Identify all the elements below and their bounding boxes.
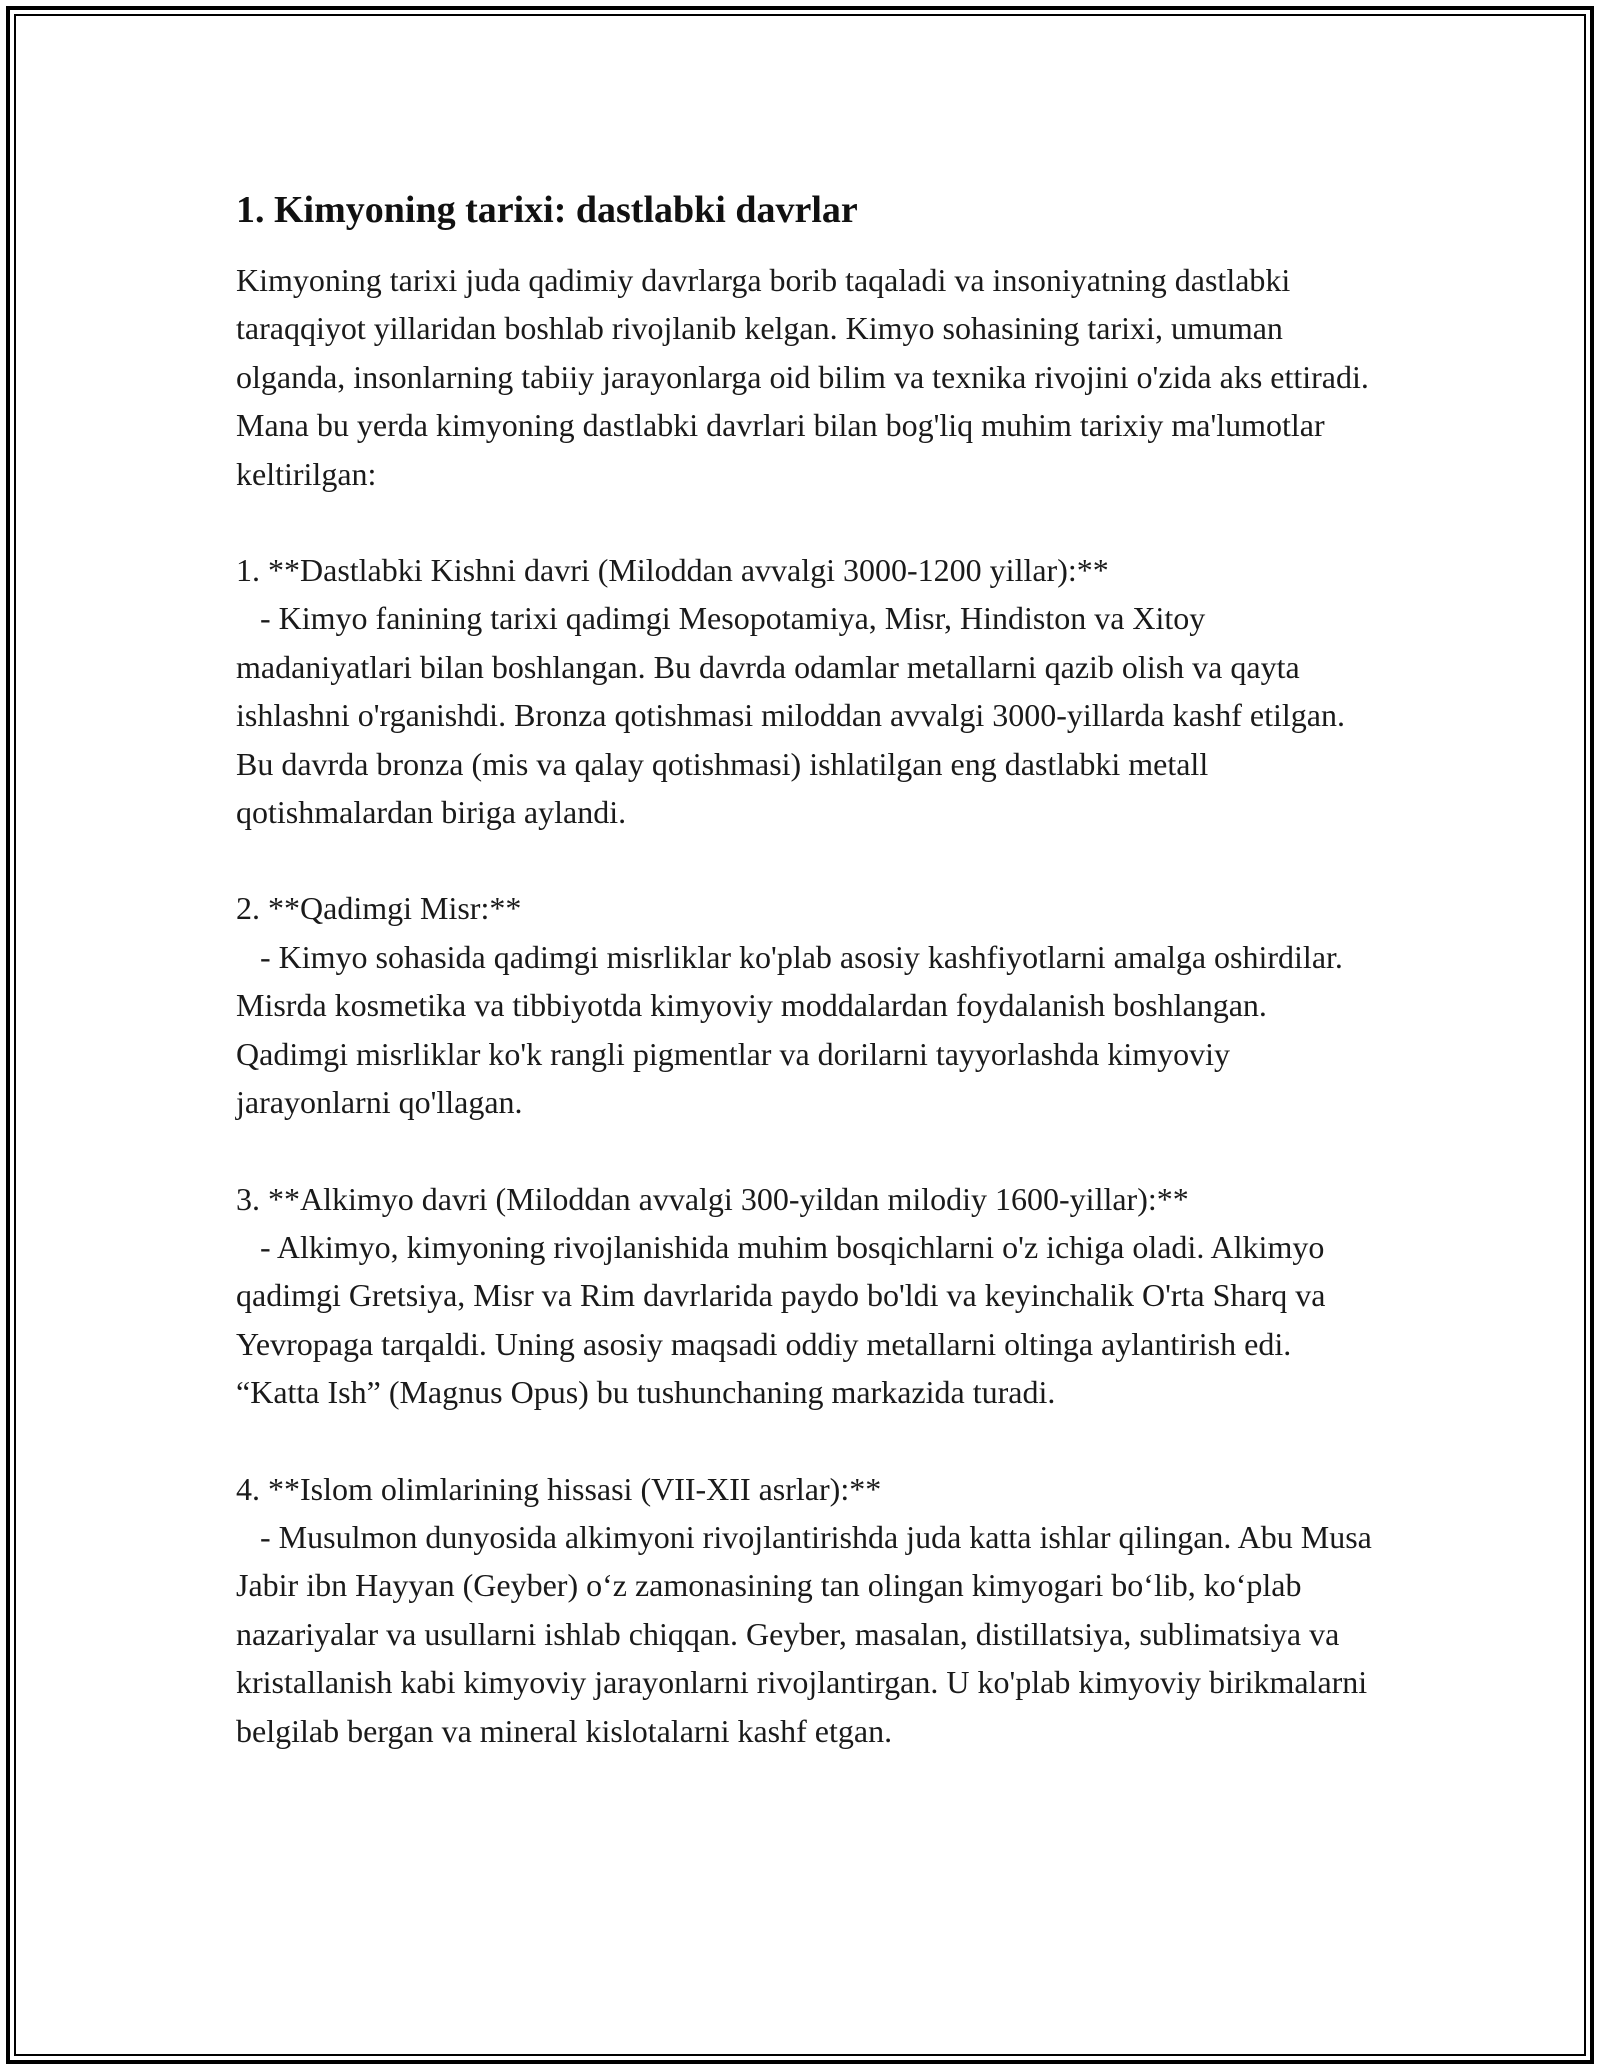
intro-paragraph: Kimyoning tarixi juda qadimiy davrlarga borib taqaladi va insoniyatning dastlabki taraqqiyot yillaridan boshlab rivojlanib kelgan. Kimyo sohasining tarixi, umuman olganda, insonlarning tabiiy jarayonlarga oid bilim va texnika rivojini o'zida aks ettiradi. Mana bu yerda kimyoning dastlabki davrlari bilan bog'liq muhim tarixiy ma'lumotlar keltirilgan: [236,262,1377,492]
section-title: 3. **Alkimyo davri (Miloddan avvalgi 300-yildan milodiy 1600-yillar):** [236,1180,1189,1217]
section-title: 4. **Islom olimlarining hissasi (VII-XII asrlar):** [236,1470,882,1507]
paragraph-gap [236,1417,1376,1465]
paragraph-gap [236,836,1376,884]
section-item-1 [236,546,1376,836]
section-title: 2. **Qadimgi Misr:** [236,890,522,927]
paragraph-gap [236,1127,1376,1175]
section-body: - Musulmon dunyosida alkimyoni rivojlantirishda juda katta ishlar qilingan. Abu Musa Jabir ibn Hayyan (Geyber) o‘z zamonasining tan olingan kimyogari bo‘lib, ko‘plab nazariyalar va usullarni ishlab chiqqan. Geyber, masalan, distillatsiya, sublimatsiya va kristallanish kabi kimyoviy jarayonlarni rivojlantirgan. U ko'plab kimyoviy birikmalarni belgilab bergan va mineral kislotalarni kashf etgan. [236,1518,1380,1749]
section-title: 1. **Dastlabki Kishni davri (Miloddan avvalgi 3000-1200 yillar):** [236,552,1109,589]
section-body: - Kimyo fanining tarixi qadimgi Mesopotamiya, Misr, Hindiston va Xitoy madaniyatlari bilan boshlangan. Bu davrda odamlar metallarni qazib olish va qayta ishlashni o'rganishdi. Bronza qotishmasi miloddan avvalgi 3000-yillarda kashf etilgan. Bu davrda bronza (mis va qalay qotishmasi) ishlatilgan eng dastlabki metall qotishmalardan biriga aylandi. [236,600,1353,831]
section-body: - Kimyo sohasida qadimgi misrliklar ko'plab asosiy kashfiyotlarni amalga oshirdilar. Misrda kosmetika va tibbiyotda kimyoviy moddalardan foydalanish boshlangan. Qadimgi misrliklar ko'k rangli pigmentlar va dorilarni tayyorlashda kimyoviy jarayonlarni qo'llagan. [236,938,1351,1121]
paragraph-gap [236,498,1376,546]
section-body: - Alkimyo, kimyoning rivojlanishida muhim bosqichlarni o'z ichiga oladi. Alkimyo qadimgi Gretsiya, Misr va Rim davrlarida paydo bo'ldi va keyinchalik O'rta Sharq va Yevropaga tarqaldi. Uning asosiy maqsadi oddiy metallarni oltinga aylantirish edi. “Katta Ish” (Magnus Opus) bu tushunchaning markazida turadi. [236,1228,1333,1411]
document-body [236,186,1380,1755]
section-item-3 [236,1175,1376,1417]
section-item-2 [236,884,1376,1126]
section-heading: 1. Kimyoning tarixi: dastlabki davrlar [236,189,858,231]
section-item-4 [236,1465,1380,1755]
